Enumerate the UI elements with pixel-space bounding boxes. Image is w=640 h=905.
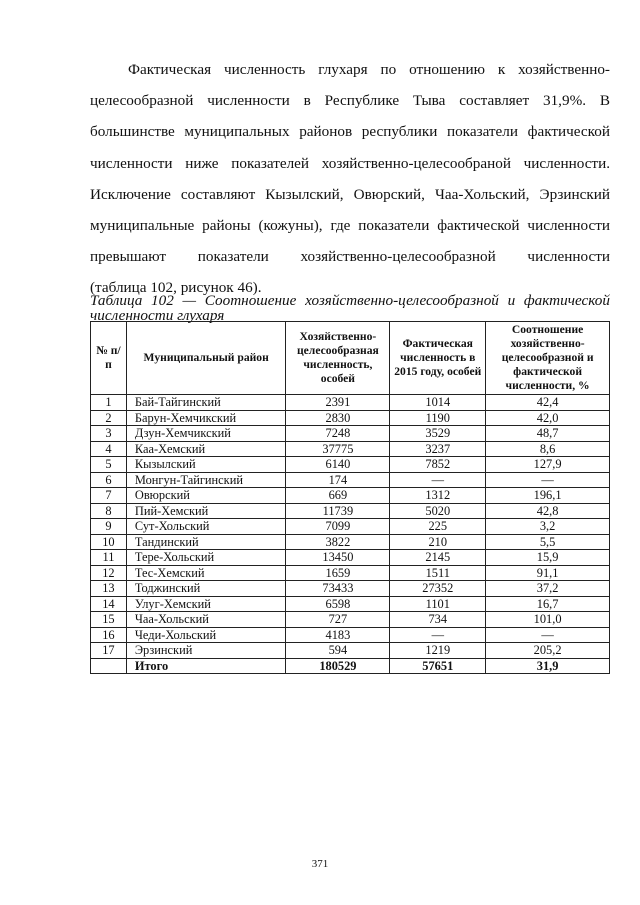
row-target-count: 7099 [286, 519, 390, 535]
row-actual-count: 27352 [390, 581, 486, 597]
header-number: № п/п [91, 322, 127, 395]
row-actual-count: 1190 [390, 410, 486, 426]
row-actual-count: 210 [390, 534, 486, 550]
row-target-count: 73433 [286, 581, 390, 597]
row-ratio: — [486, 627, 610, 643]
table-row [91, 643, 610, 659]
row-district: Тандинский [126, 534, 286, 550]
paragraph-line: превышают показатели хозяйственно-целесообразной численности [90, 248, 610, 266]
row-district: Эрзинский [126, 643, 286, 659]
row-district: Кызылский [126, 457, 286, 473]
row-target-count: 37775 [286, 441, 390, 457]
row-target-count: 174 [286, 472, 390, 488]
body-paragraph [90, 54, 610, 304]
row-ratio: 5,5 [486, 534, 610, 550]
row-ratio: 42,0 [486, 410, 610, 426]
row-number: 17 [91, 643, 127, 659]
row-ratio: 91,1 [486, 565, 610, 581]
row-district: Пий-Хемский [126, 503, 286, 519]
row-target-count: 6140 [286, 457, 390, 473]
row-number: 3 [91, 426, 127, 442]
row-ratio: 127,9 [486, 457, 610, 473]
row-number: 13 [91, 581, 127, 597]
table-caption [90, 293, 610, 323]
row-actual-count: — [390, 472, 486, 488]
row-target-count: 669 [286, 488, 390, 504]
header-actual-count: Фактическая численность в 2015 году, особей [390, 322, 486, 395]
row-actual-count: 3529 [390, 426, 486, 442]
row-target-count: 727 [286, 612, 390, 628]
row-district: Чаа-Хольский [126, 612, 286, 628]
row-actual-count: 1219 [390, 643, 486, 659]
row-number: 15 [91, 612, 127, 628]
row-district: Монгун-Тайгинский [126, 472, 286, 488]
row-actual-count: 7852 [390, 457, 486, 473]
row-district: Бай-Тайгинский [126, 395, 286, 411]
paragraph-line: численности ниже показателей хозяйственно-целесообраной численности. [90, 154, 610, 172]
row-target-count: 3822 [286, 534, 390, 550]
table-row [91, 596, 610, 612]
row-number: 16 [91, 627, 127, 643]
row-ratio: 37,2 [486, 581, 610, 597]
row-number: 1 [91, 395, 127, 411]
paragraph-line: Фактическая численность глухаря по отношению к хозяйственно- [128, 61, 610, 78]
row-number: 14 [91, 596, 127, 612]
table-row [91, 627, 610, 643]
table-row [91, 457, 610, 473]
row-actual-count: 3237 [390, 441, 486, 457]
row-target-count: 2830 [286, 410, 390, 426]
row-ratio: 48,7 [486, 426, 610, 442]
paragraph-line: большинстве муниципальных районов республики показатели фактической [90, 123, 610, 141]
row-target-count: 4183 [286, 627, 390, 643]
table-row [91, 488, 610, 504]
row-ratio: 42,8 [486, 503, 610, 519]
row-target-count: 6598 [286, 596, 390, 612]
row-district: Тес-Хемский [126, 565, 286, 581]
row-actual-count: 225 [390, 519, 486, 535]
paragraph-line: (таблица 102, рисунок 46). [90, 279, 262, 297]
row-district: Барун-Хемчикский [126, 410, 286, 426]
row-number: 7 [91, 488, 127, 504]
row-actual-count: 1101 [390, 596, 486, 612]
row-ratio: 3,2 [486, 519, 610, 535]
table-total-row [91, 658, 610, 674]
row-number: 10 [91, 534, 127, 550]
row-number: 2 [91, 410, 127, 426]
row-district: Овюрский [126, 488, 286, 504]
row-ratio: 15,9 [486, 550, 610, 566]
row-target-count: 11739 [286, 503, 390, 519]
row-district: Сут-Хольский [126, 519, 286, 535]
caption-line: численности глухаря [90, 307, 225, 324]
caption-line: Таблица 102 — Соотношение хозяйственно-целесообразной и фактической [90, 292, 610, 309]
row-target-count: 13450 [286, 550, 390, 566]
paragraph-line: муниципальные районы (кожуны), где показатели фактической численности [90, 217, 610, 235]
header-ratio: Соотношение хозяйственно-целесообразной и фактической численности, % [486, 322, 610, 395]
row-ratio: 8,6 [486, 441, 610, 457]
header-district: Муниципальный район [126, 322, 286, 395]
table-body [91, 395, 610, 674]
row-actual-count: — [390, 627, 486, 643]
row-district: Каа-Хемский [126, 441, 286, 457]
row-actual-count: 1312 [390, 488, 486, 504]
table-row [91, 519, 610, 535]
row-ratio: 205,2 [486, 643, 610, 659]
total-ratio: 31,9 [486, 658, 610, 674]
row-target-count: 594 [286, 643, 390, 659]
row-number: 6 [91, 472, 127, 488]
total-actual-count: 57651 [390, 658, 486, 674]
row-district: Улуг-Хемский [126, 596, 286, 612]
total-district: Итого [126, 658, 286, 674]
row-ratio: 42,4 [486, 395, 610, 411]
table-header-row [91, 322, 610, 395]
header-target-count: Хозяйственно-целесообразная численность, особей [286, 322, 390, 395]
table-row [91, 612, 610, 628]
table-row [91, 503, 610, 519]
row-ratio: — [486, 472, 610, 488]
row-number: 8 [91, 503, 127, 519]
row-actual-count: 1014 [390, 395, 486, 411]
row-district: Дзун-Хемчикский [126, 426, 286, 442]
table-row [91, 426, 610, 442]
row-district: Тере-Хольский [126, 550, 286, 566]
table-row [91, 395, 610, 411]
row-ratio: 101,0 [486, 612, 610, 628]
row-actual-count: 734 [390, 612, 486, 628]
table-row [91, 441, 610, 457]
row-ratio: 196,1 [486, 488, 610, 504]
row-number: 11 [91, 550, 127, 566]
row-number: 12 [91, 565, 127, 581]
row-target-count: 7248 [286, 426, 390, 442]
table-row [91, 472, 610, 488]
row-actual-count: 2145 [390, 550, 486, 566]
table-row [91, 410, 610, 426]
table-row [91, 550, 610, 566]
row-actual-count: 1511 [390, 565, 486, 581]
total-number [91, 658, 127, 674]
page-number: 371 [311, 858, 329, 870]
row-number: 9 [91, 519, 127, 535]
table-row [91, 581, 610, 597]
row-target-count: 1659 [286, 565, 390, 581]
data-table [90, 321, 610, 674]
row-target-count: 2391 [286, 395, 390, 411]
row-district: Чеди-Хольский [126, 627, 286, 643]
table-row [91, 565, 610, 581]
paragraph-line: целесообразной численности в Республике Тыва составляет 31,9%. В [90, 92, 610, 110]
row-district: Тоджинский [126, 581, 286, 597]
row-number: 5 [91, 457, 127, 473]
row-ratio: 16,7 [486, 596, 610, 612]
total-target-count: 180529 [286, 658, 390, 674]
paragraph-line: Исключение составляют Кызылский, Овюрский, Чаа-Хольский, Эрзинский [90, 185, 610, 203]
row-number: 4 [91, 441, 127, 457]
table-row [91, 534, 610, 550]
row-actual-count: 5020 [390, 503, 486, 519]
